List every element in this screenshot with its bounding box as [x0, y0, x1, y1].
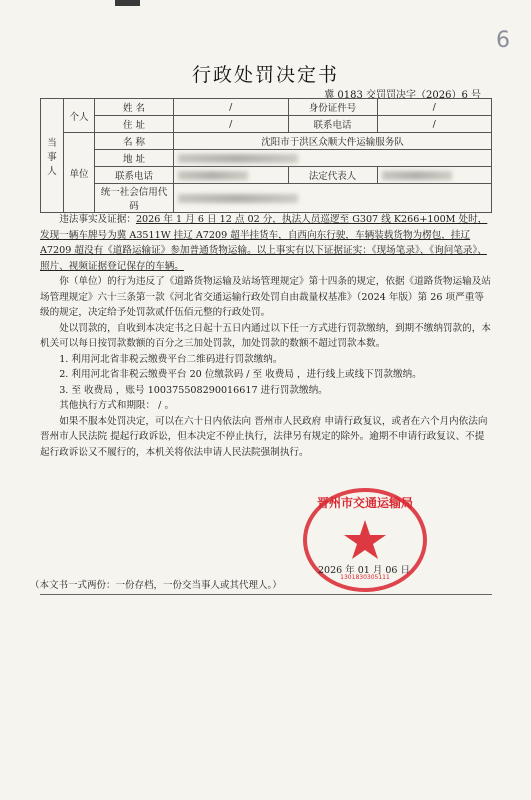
payment-option-1: 1. 利用河北省非税云缴费平台二维码进行罚款缴纳。	[59, 353, 283, 365]
facts-text: 2026 年 1 月 6 日 12 点 02 分，执法人员巡逻至 G307 线 K266+100M 处时，发现一辆车牌号为冀 A3511W 挂辽 A7209 超半挂货车，自西向东行驶，车辆装载货物为楞包，挂辽 A7209 超没有《道路运输证》参加普通货物运输。以上事实有以下证据证实：《现场笔录》、《询问笔录》、照片、视频证据登记保存的车辆。	[40, 214, 488, 272]
address-value: /	[174, 116, 289, 133]
facts-paragraph	[40, 212, 492, 274]
name-value: /	[174, 99, 289, 116]
document-body	[40, 212, 492, 460]
violation-paragraph: 你（单位）的行为违反了《道路货物运输及站场管理规定》第十四条的规定，依据《道路货物运输及站场管理规定》六十三条第一款《河北省交通运输行政处罚自由裁量权基准》（2024 年版）第 26 项严重等级的规定，决定给予处罚款贰仟伍佰元整的行政处罚。	[40, 276, 491, 318]
footer-note: （本文书一式两份：一份存档，一份交当事人或其代理人。）	[30, 580, 282, 591]
credit-code-label: 统一社会信用代码	[95, 184, 174, 213]
unit-phone-redacted	[174, 167, 289, 184]
name-label: 姓 名	[95, 99, 174, 116]
payment-option-3: 3. 至 收费局 ，账号 100375508290016617 进行罚款缴纳。	[59, 384, 328, 396]
legal-rep-redacted	[377, 167, 492, 184]
unit-address-redacted	[174, 150, 492, 167]
individual-label: 个人	[64, 99, 95, 133]
phone-label: 联系电话	[288, 116, 377, 133]
legal-rep-label: 法定代表人	[288, 167, 377, 184]
id-value: /	[377, 99, 492, 116]
document-title: 行政处罚决定书	[191, 64, 339, 86]
credit-code-redacted	[174, 184, 492, 213]
party-info-table	[40, 98, 492, 213]
party-label: 当事人	[41, 99, 64, 213]
payment-option-2: 2. 利用河北省非税云缴费平台 20 位缴款码 / 至 收费局 ，进行线上或线下罚款缴纳。	[59, 369, 422, 380]
payment-intro: 处以罚款的，自收到本决定书之日起十五日内通过以下任一方式进行罚款缴纳，到期不缴纳罚款的，本机关可以每日按罚款数额的百分之三加处罚款，加处罚款的数额不超过罚款本数。	[40, 322, 491, 349]
seal-code: 1301830305111	[340, 574, 390, 581]
seal-text: 晋州市交通运输局	[316, 496, 414, 510]
unit-name-label: 名 称	[95, 133, 174, 150]
unit-address-label: 地 址	[95, 150, 174, 167]
phone-value: /	[377, 116, 492, 133]
document-number: 冀 0183 交罚罚决字（2026）6 号	[324, 90, 481, 101]
page-number: 6	[496, 28, 511, 53]
unit-label: 单位	[64, 133, 95, 213]
other-execution: 其他执行方式和期限： / 。	[59, 400, 175, 411]
appeal-paragraph: 如果不服本处罚决定，可以在六十日内依法向 晋州市人民政府 申请行政复议，或者在六个月内依法向 晋州市人民法院 提起行政诉讼，但本决定不停止执行，法律另有规定的除外。逾期不申请行政复议、不提起行政诉讼又不履行的，本机关将依法申请人民法院强制执行。	[40, 415, 488, 458]
id-label: 身份证件号	[288, 99, 377, 116]
footer-divider	[40, 594, 492, 595]
unit-name-value: 沈阳市于洪区众顺大件运输服务队	[174, 133, 492, 150]
official-seal	[300, 485, 430, 595]
scan-mark	[115, 0, 140, 6]
unit-phone-label: 联系电话	[95, 167, 174, 184]
issue-date: 2026 年 01 月 06 日	[318, 565, 410, 576]
address-label: 住 址	[95, 116, 174, 133]
facts-label: 违法事实及证据：	[59, 214, 136, 225]
